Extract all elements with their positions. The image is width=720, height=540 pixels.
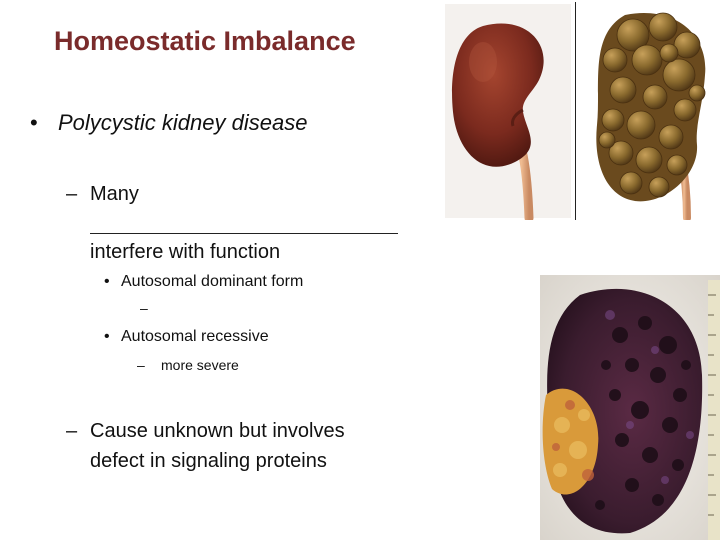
point-many-text: Many [90,183,139,205]
sub-bullet-dominant-text: Autosomal dominant form [121,273,304,290]
fill-in-blank-line [90,233,398,234]
sub-recessive-detail-text: more severe [161,357,239,373]
point-cause-continued [90,450,327,473]
dash-mark: – [66,420,78,442]
image-divider [575,2,576,220]
topic-text: Polycystic kidney disease [58,110,308,135]
dash-mark: – [140,300,148,316]
slide-title: Homeostatic Imbalance [54,26,356,56]
bullet-mark: • [104,273,110,290]
sub-bullet-recessive-text: Autosomal recessive [121,328,269,345]
dash-mark: – [66,183,78,205]
polycystic-kidney-image [585,5,715,220]
point-many-continued-text: interfere with function [90,241,281,263]
bullet-mark: • [30,110,38,135]
normal-kidney-image [443,2,573,220]
bullet-mark: • [104,328,110,345]
point-cause-continued-text: defect in signaling proteins [90,450,327,472]
point-many-continued [90,241,280,264]
dash-mark: – [137,357,145,373]
specimen-photo [540,275,720,540]
point-cause-text: Cause unknown but involves [90,420,345,442]
